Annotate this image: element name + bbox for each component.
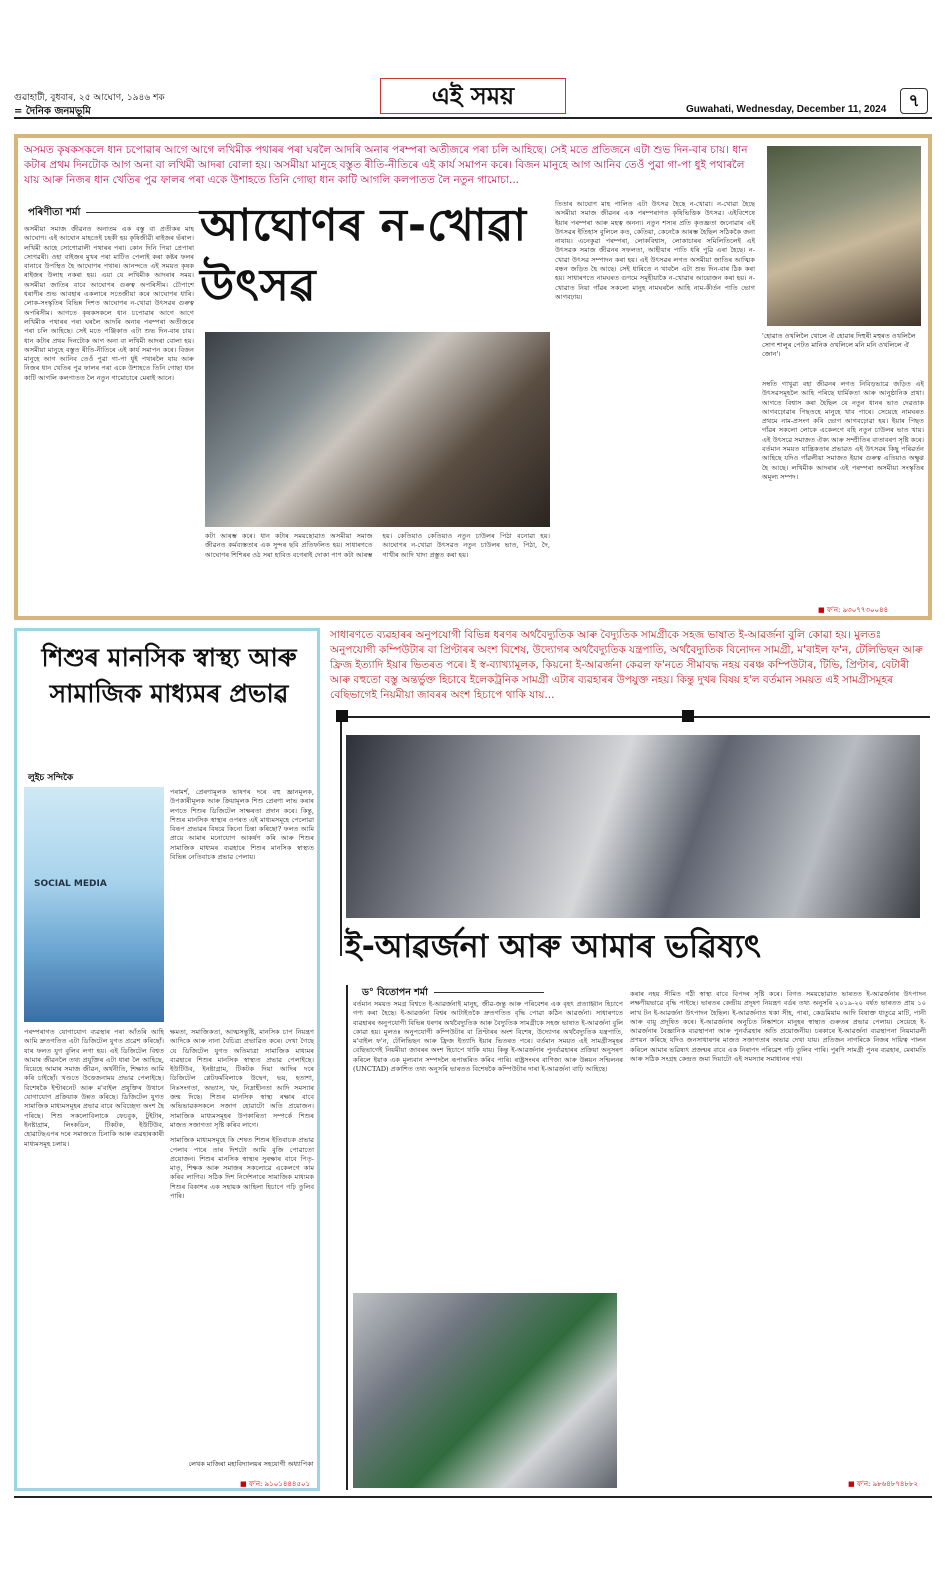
cooking-cauldron-photo (767, 146, 921, 326)
section-title: এই সময় (380, 78, 566, 114)
article-3-column-left: বৰ্তমান সময়ত সমগ্ৰ বিশ্বতে ই-আৱৰ্জনাই মানুহ, জীৱ-জন্তু আৰু পৰিবেশৰ এক বৃহৎ প্ৰত্যাহ্বান হিচাপে গণ্য কৰা হৈছে। ই-আৱৰ্জনা বিশ্বৰ আটাইতকৈ দ্ৰুতগতিত বৃদ্ধি পোৱা কঠিন আৱৰ্জনা। সাধাৰণতে ব্যৱহাৰৰ অনুপযোগী বিভিন্ন ধৰণৰ অৰ্থবৈদ্যুতিক আৰু বৈদ্যুতিক সামগ্ৰীকে সহজ ভাষাত ই-আৱৰ্জনা বুলি কোৱা হয়। মুলতঃ অনুপযোগী কম্পিউটাৰ বা প্ৰিণ্টাৰৰ অংশ বিশেষ, উদ্যোগৰ অৰ্থবৈদ্যুতিক যন্ত্ৰপাতি, ম'বাইল ফ'ন, টেলিভিছন আৰু ফ্ৰিজ ইত্যাদি ইয়াৰ ভিতৰত পৰে। বৰ্তমান সময়ত এই সামগ্ৰীসমূহৰ বেছিভাগেই নিয়মীয়া জাবৰৰ অংশ হিচাপে থাকি যায়। কিন্তু ই-আৱৰ্জনাৰ পুনৰ্ব্যৱহাৰৰ প্ৰক্ৰিয়া অনুসৰণ কৰিলে ইয়াক এক মূল্যবান সম্পদলৈ ৰূপান্তৰিত কৰিব পাৰি। ৰাষ্ট্ৰসংঘৰ বাণিজ্য আৰু উন্নয়ন সন্মিলনৰ (UNCTAD) প্ৰকাশিত তথ্য অনুসৰি ভাৰতত বিশেষকৈ কম্পিউটাৰ দাৰা ই-আৱৰ্জনা বাঢ়ি আহিছে। (353, 1000, 623, 1074)
article-3-intro: সাধাৰণতে ব্যৱহাৰৰ অনুপযোগী বিভিন্ন ধৰণৰ অৰ্থবৈদ্যুতিক আৰু বৈদ্যুতিক সামগ্ৰীকে সহজ ভাষাত ই-আৱৰ্জনা বুলি কোৱা হয়। মুলতঃ অনুপযোগী কম্পিউটাৰ বা প্ৰিণ্টাৰৰ অংশ বিশেষ, উদ্যোগৰ অৰ্থবৈদ্যুতিক যন্ত্ৰপাতি, অৰ্থবৈদ্যুতিক বিনোদন সামগ্ৰী, ম'বাইল ফ'ন, টেলিভিছন আৰু ফ্ৰিজ ইত্যাদি ইয়াৰ ভিতৰত পৰে। ই স্ব-ব্যাখ্যামূলক, কিয়নো ই-আৱৰ্জনা কেৱল ফ'নতে সীমাবদ্ধ নহয় বৰঞ্চ কম্পিউটাৰ, টিভি, প্ৰিণ্টাৰ, বেটাৰী আৰু বহুতো বস্তু অন্তৰ্ভুক্ত হিচাবে ইলেকট্ৰনিক সামগ্ৰী এটাৰ ব্যৱহাৰৰ উপযুক্ত নহয়। কিন্তু দুখৰ বিষয় হ'ল বৰ্তমান সময়ত এই সামগ্ৰীসমূহৰ বেছিভাগেই নিয়মীয়া জাবৰৰ অংশ হিচাপে থাকি যায়... (330, 629, 923, 701)
article-2-column-right-b: সামাজিক মাধ্যমসমূহে কি শেষত শিশুৰ ইতিবাচক প্ৰভাৱ পেলাব পাৰে তাৰ দিশটো আমি বুজি পোৱাতো প্ৰয়োজন। শিশুৰ মানসিক স্বাস্থ্যৰ সুৰক্ষাৰ বাবে পিতৃ-মাতৃ, শিক্ষক আৰু সমাজৰ সকলোৱে একেলগে কাম কৰিব লাগিব। সঠিক দিশ নিৰ্দেশনাৰে সামাজিক মাধ্যমক শিশুৰ বিকাশৰ এক সহায়ক আহিলা হিচাপে গঢ়ি তুলিব পাৰি। (170, 1136, 314, 1201)
article-2-column-right-a: ক্ষমতা, সমাজিকতা, আত্মসন্তুষ্টি, মানসিক চাপ নিয়ন্ত্ৰণ আদিকে আৰু নানা বৈচিত্ৰ্য প্ৰভাৱিত কৰে। দেখা গৈছে যে ডিজিটেল যুগত অতিমাত্ৰা সামাজিক মাধ্যমৰ ব্যৱহাৰে শিশুৰ মানসিক স্বাস্থ্যত প্ৰভাৱ পেলাইছে। ইউটিউব, ইনষ্টাগ্ৰাম, টিকটক দিয়া আদিৰ দৰে ডিজিটেল প্লেটফৰ্মবিলাকে উদ্বেগ, ভয়, হতাশা, নিঃসংগতা, অভ্যাস, খং, নিদ্ৰাহীনতা আদি সমস্যাৰ জন্ম দিছে। শিশুৰ মানসিক স্বাস্থ্য ৰক্ষাৰ বাবে অভিভাৱকসকলে সজাগ হোৱাটো অতি প্ৰয়োজন। সামাজিক মাধ্যমসমূহৰ উপকাৰিতা সম্পৰ্কে শিশুৰ মাজত সজাগতা সৃষ্টি কৰিব লাগে। (170, 1028, 314, 1129)
article-2-column-top: পৰামৰ্শ, প্ৰেৰণামূলক ভাষণৰ দৰে বহু জ্ঞানমূলক, উপকাৰীমূলক আৰু ক্ৰিয়ামূলক শিশু প্ৰেৰণা লাভ কৰাৰ লগতে শিশুৰ ডিজিটেল সাক্ষৰতা প্ৰদান কৰে। কিন্তু, শিশুৰ মানসিক স্বাস্থ্যৰ ওপৰত এই মাধ্যমসমূহে পেলোৱা বিৰূপ প্ৰভাৱৰ বিষয়ে কিনো চিন্তা কৰিছো? ফলত আমি প্ৰায়ে আমাৰ মনোযোগ আকৰ্ষণ কৰি আৰু শিশুৰ সামাজিক মাধ্যমৰ ব্যৱহাৰে শিশুৰ মানসিক স্বাস্থ্যত বিভিন্ন নেতিবাচক প্ৰভাৱ পেলায়। (170, 788, 314, 862)
author-name: ড° বিতোপন শৰ্মা (362, 987, 428, 998)
top-divider (14, 117, 932, 119)
article-2-phone: ■ ফ'ন: ৯১০১৪৪৪৫০১ (240, 1480, 311, 1488)
frame-rule-vertical (340, 716, 342, 956)
frame-marker (682, 710, 694, 722)
article-2-headline: শিশুৰ মানসিক স্বাস্থ্য আৰু সামাজিক মাধ্যমৰ প্ৰভাৱ (41, 643, 297, 708)
masthead-dateline (14, 92, 165, 118)
frame-rule (340, 716, 930, 718)
article-1-verse: 'হোৱাত ওখলিলৈ খোলে ঐ হোৱাৰ দিহুৰী মহুৰত ওখলিলৈ সোণ শালুৰ পেটত মানিক ওখলিলে মনি মনি ওখলিলে ঐ জোন'। (762, 332, 916, 358)
article-3-phone: ■ ফ'ন: ৯৮৬৪৮৭৪৮৮২ (848, 1480, 919, 1488)
article-2-column-right (170, 1028, 314, 1458)
dateline-left: গুৱাহাটী, বুধবাৰ, ২৫ আঘোণ, ১৯৪৬ শক (14, 93, 165, 103)
article-1-intro: অসমত কৃষকসকলে ধান চপোৱাৰ আগে আগে লখিমীক পথাৰৰ পৰা ঘৰলৈ আদৰি অনাৰ পৰম্পৰা অতীজৰে পৰা চলি আহিছে। সেই মতে প্ৰতিজনে এটা শুভ দিন-বাৰ চায়। ধান কটাৰ প্ৰথম দিনটোক আগ অনা বা লখিমী আদৰা বোলা হয়। অসমীয়া মানুহে বস্তুত ৰীতি-নীতিৰে এই কাৰ্য সমাপন কৰে। বিজন মানুহে আগ আনিব তেওঁ পুৱা গা-পা ধুই পথাৰলৈ যায় আৰু নিজৰ ধান খেতিৰ পুৱ ফালৰ পৰা একে উশাহতে তিনি গোছা ধান কাটি আগলি কলপাতত লৈ নতুন গামোচা... (24, 144, 748, 186)
article-1-column-side: সম্বতি গাখুৱা বহা জীৱনৰ লগত নিবিড়ভাৱে জড়িত এই উৎসৱসমূহলৈ আহি পৰিছে ধাৰ্মিকতা আৰু আনুষ্ঠানিক প্ৰথা। আগতে বিশ্বাস কৰা হৈছিল যে নতুন ধানৰ ভাত দেৱতাক আগবঢ়োৱাৰ পিছতহে মানুহে খাব পাৰে। সেয়েহে নামঘৰত প্ৰথমে নাম-প্ৰসংগ কৰি ভোগ আগবঢ়োৱা হয়। ইয়াৰ পিছত গাঁৱৰ সকলো লোকে একেলগে বহি নতুন চাউলৰ ভাত খায়। এই উৎসৱে সমাজত ঐক্য আৰু সম্প্ৰীতিৰ বাতাবৰণ সৃষ্টি কৰে। বৰ্তমান সময়ত যান্ত্ৰিকতাৰ প্ৰভাৱত এই উৎসৱৰ কিছু পৰিৱৰ্তন আহিছে যদিও গাঁৱলীয়া সমাজত ইয়াৰ গুৰুত্ব এতিয়াও অক্ষুণ্ণ হৈ আছে। লখিমীক আদৰাৰ এই পৰম্পৰা অসমীয়া সংস্কৃতিৰ অমূল্য সম্পদ। (762, 380, 924, 481)
social-media-illustration (24, 787, 164, 1022)
article-1-column-bottom: কটা আৰম্ভ কৰে। ধান কটাৰ সময়ছোৱাত অসমীয়া সমাজ জীৱনত কৰ্মব্যস্ততাৰ এক সুন্দৰ ছবি প্ৰতিফলিত হয়। সাধাৰণতে আঘোণৰ শিশিৰৰ ওঠ সৰা হাবিত বগেৰাই দোকা পাণ কটা আৰম্ভ হয়। কেতিয়াও কেতিয়াও নতুন চাউলৰ পিঠা বনোৱা হয়। আঘোণৰ ন-খোৱা উৎসৱত নতুন চাউলৰ ভাত, পিঠা, দৈ, গাখীৰ আদি খাদ্য প্ৰস্তুত কৰা হয়। (205, 532, 550, 559)
dateline-right: Guwahati, Wednesday, December 11, 2024 (686, 104, 887, 115)
ewaste-monitors-photo (346, 735, 920, 918)
image-label: SOCIAL MEDIA (34, 879, 107, 889)
frame-corner (336, 710, 348, 722)
article-1-column-left: অসমীয়া সমাজ জীৱনত অনাতম এক বস্তু বা প্ৰতীকৰ মাহ আঘোণ। এই আঘোন মাহতেই চহকী হয় কৃষিজীৱী ৰাইজৰ ভঁৰাল। লখিমী আহে সোণোৱালী পথাৰৰ পৰা। কোন দিনি পিয়া প্ৰেপাৰা সোণৱৰী। ওহা বাইজৰ মুখৰ পৰা মাটিত পেলাই কৰা কষ্টৰ ফলৰ বানাবে উপস্থিত হৈ আঘোণৰ পথাৰ। আনন্দতে এই সময়ত কৃষক ৰাইজৰ উলাহ নকৰা হয়। এয়া যে লখিমীক আদৰাৰ সময়। অসমীয়া জাতিৰ বাবে আঘোণৰ গুৰুত্ব অপৰিসীম। চৌপাশে ধৰাণীৰ শুভ আবহাৰ একলাৰে সতেজীয়া কৰে আঘোণৰ ধাৰি। লোক-সংস্কৃতিৰ বিভিন্ন দিশত আঘোণৰ ন-খোৱা উৎসৱৰ গুৰুত্ব অপৰিসীম। আগতে কৃষকসকলে ধান চপোৱাৰ আগে আগে লখিমীক পথাৰৰ পৰা ঘৰলৈ আদৰি অনাৰ পৰম্পৰা অতীজৰে পৰা চলি আহিছে। সেই মতে পঞ্জিকাত এটা শুভ দিন-বাৰ চায়। ধান কটাৰ প্ৰথম দিনটোক আগ অনা বা লখিমী আদৰা বোলা হয়। অসমীয়া মানুহে বস্তুত ৰীতি-নীতিৰে এই কাৰ্য সমাপন কৰে। বিজন মানুহে আগ আনিব তেওঁ পুৱা গা-পা ধুই পথাৰলৈ যায় আৰু নিজৰ ধান খেতিৰ পুৱ ফালৰ পৰা একে উশাহতে তিনি গোছা ধান কাটি আগলি কলপাতত লৈ নতুন গামোচাৰে মেৰাই আনে। (24, 225, 194, 382)
article-3-author (362, 986, 544, 1001)
festival-fire-photo (205, 332, 550, 527)
article-3-column-right: কৰাৰ নহয় সীমিত গঠী স্বাস্থ্য বাবে বিপদৰ সৃষ্টি কৰে। বিগত সময়ছোৱাত ভাৰতত ই-আৱৰ্জনাৰ উৎপাদন লক্ষণীয়ভাৱে বৃদ্ধি পাইছে। ভাৰতৰ কেন্দ্ৰীয় প্ৰদূষণ নিয়ন্ত্ৰণ বৰ্ডৰ তথ্য অনুসৰি ২০১৯-২০ বৰ্ষত ভাৰতত প্ৰায় ১০ লাখ টন ই-আৱৰ্জনা উৎপাদন হৈছিল। ই-আৱৰ্জনাত থকা সীহ, পাৰা, কেডমিয়াম আদি বিষাক্ত ধাতুৱে মাটি, পানী আৰু বায়ু প্ৰদূষিত কৰে। ই-আৱৰ্জনাৰ অনুচিত নিষ্কাশনে মানুহৰ স্বাস্থ্যত গুৰুতৰ প্ৰভাৱ পেলায়। সেয়েহে ই-আৱৰ্জনাৰ বৈজ্ঞানিক ব্যৱস্থাপনা আৰু পুনৰ্ব্যৱহাৰ অতি প্ৰয়োজনীয়। চৰকাৰে ই-আৱৰ্জনা ব্যৱস্থাপনা নিয়মাৱলী প্ৰণয়ন কৰিছে যদিও জনসাধাৰণৰ মাজত সজাগতাৰ অভাৱ দেখা যায়। প্ৰতিজন নাগৰিকে নিজৰ দায়িত্ব পালন কৰিলে আমাৰ ভৱিষ্যৎ প্ৰজন্মৰ বাবে এক নিৰাপদ পৰিৱেশ গঢ়ি তুলিব পাৰি। পুৰণি সামগ্ৰী পুনৰ ব্যৱহাৰ, মেৰামতি আৰু সঠিক সংগ্ৰহ কেন্দ্ৰত জমা দিয়াটো এই সমস্যাৰ সমাধানৰ পথ। (630, 990, 926, 1064)
article-1-column-right: তিতাৰ আঘোণ মাহ পালিত এটা উৎসৱ হৈছে ন-খোৱা। ন-খোৱা হৈছে অসমীয়া সমাজ জীৱনৰ এক পৰম্পৰাগত কৃষিভিত্তিক উৎসৱ। এইবিশেষে ইয়াৰ পৰম্পৰা আৰু মহত্ব অনন্য। নতুন শস্যৰ প্ৰতি কৃতজ্ঞতা জনোৱাৰ এই উৎসৱৰ ইতিহাস বুলিলে কত, কেতিয়া, কেনেকৈ আৰম্ভ হৈছিল সঠিককৈ জনা নাযায়। এনেকুৱা পৰম্পৰা, লোকবিশ্বাস, লোকাচাৰৰ সমিলিতিলেই এই উৎসৱক সমাজ জীৱনৰ সফলতা, আহীয়াৰ পাতি ধৰি পুৱি এৰা হৈছে। ন-খোৱা উৎসৱ সম্পাদন কৰা হয়। এই উৎসৱৰ লগত অসমীয়া জাতিৰ আত্মিক বন্ধন জড়িত হৈ আছে। সেই ধাৰিতে ন খাবলৈ এটা শুভ দিন-বাৰ ঠিক কৰা হয়। সাধাৰণতে নামঘৰত গুণমে সমূহীয়াকৈ ন-খোৱাৰ আয়োজন কৰা হয়। ন-খোৱাত নিয়া গাঁৱৰ সকলো মানুহ নামঘৰলৈ আহি নাম-কীৰ্তন পাতি ভোগ আগবঢ়ায়। (555, 200, 755, 301)
article-2-author: লুইচ সন্দিকৈ (28, 773, 74, 783)
bottom-divider (14, 1496, 932, 1498)
article-2-column-left: পৰম্পৰাগত যোগাযোগ ব্যৱস্থাৰ পৰা আঁতৰি আহি আমি দ্ৰুতগতিত এটা ডিজিটেল যুগত প্ৰৱেশ কৰিছোঁ। যাৰ ফলত যুগ বুলিব লগা হয়। এই ডিজিটেল বিশ্বত আমাৰ জীৱনলৈ তথ্য প্ৰযুক্তিৰ এটা ধাৰা লৈ আহিছে, যিয়েহে আমাৰ সমাজ জীৱন, অৰ্থনীতি, শিক্ষাত আমি কৰি চাইছোঁ। খণ্ডতে উত্তেজনাময় প্ৰভাৱ পেলাইছে। বিশেষকৈ ইণ্টাৰনেট আৰু ম'বাইল প্ৰযুক্তিৰ উথানে যোগাযোগ প্ৰক্ৰিয়াক উন্নত কৰিছে। ডিজিটেল যুগত সামাজিক মাধ্যমসমূহৰ প্ৰভাৱ বাবে অবিচ্ছেদ্য অংশ হৈ পৰিছে। শিশু সকলোবিলাকে ফেচবুক, টুইটাৰ, ইনষ্টাগ্ৰাম, লিংকডিন, টিকটক, ইউটিউব, হোৱাটছএপৰ দৰে সমাজতে চিনাকি আৰু ব্যৱহাৰকাৰী মাধ্যমসমূহ চলায়। (24, 1028, 164, 1148)
page-number: ৭ (900, 88, 928, 114)
article-3-divider (346, 985, 348, 1490)
author-name: পৰিণীতা শৰ্মা (28, 207, 81, 218)
article-3-headline: ই-আৱৰ্জনা আৰু আমাৰ ভৱিষ্যৎ (345, 927, 761, 965)
article-1-phone: ■ ফ'ন: ৯৩০৭৭৩০০৪৪ (818, 606, 889, 614)
paper-name: = দৈনিক জনমভূমি (14, 106, 91, 117)
article-1-headline: আঘোণৰ ন-খোৱা উৎসৱ (200, 200, 528, 311)
ewaste-worker-photo (353, 1293, 617, 1488)
article-2-signature: লেখক মাজিৰা মহাবিদ্যালয়ৰ সহযোগী অধ্যাপিকা (188, 1460, 314, 1468)
